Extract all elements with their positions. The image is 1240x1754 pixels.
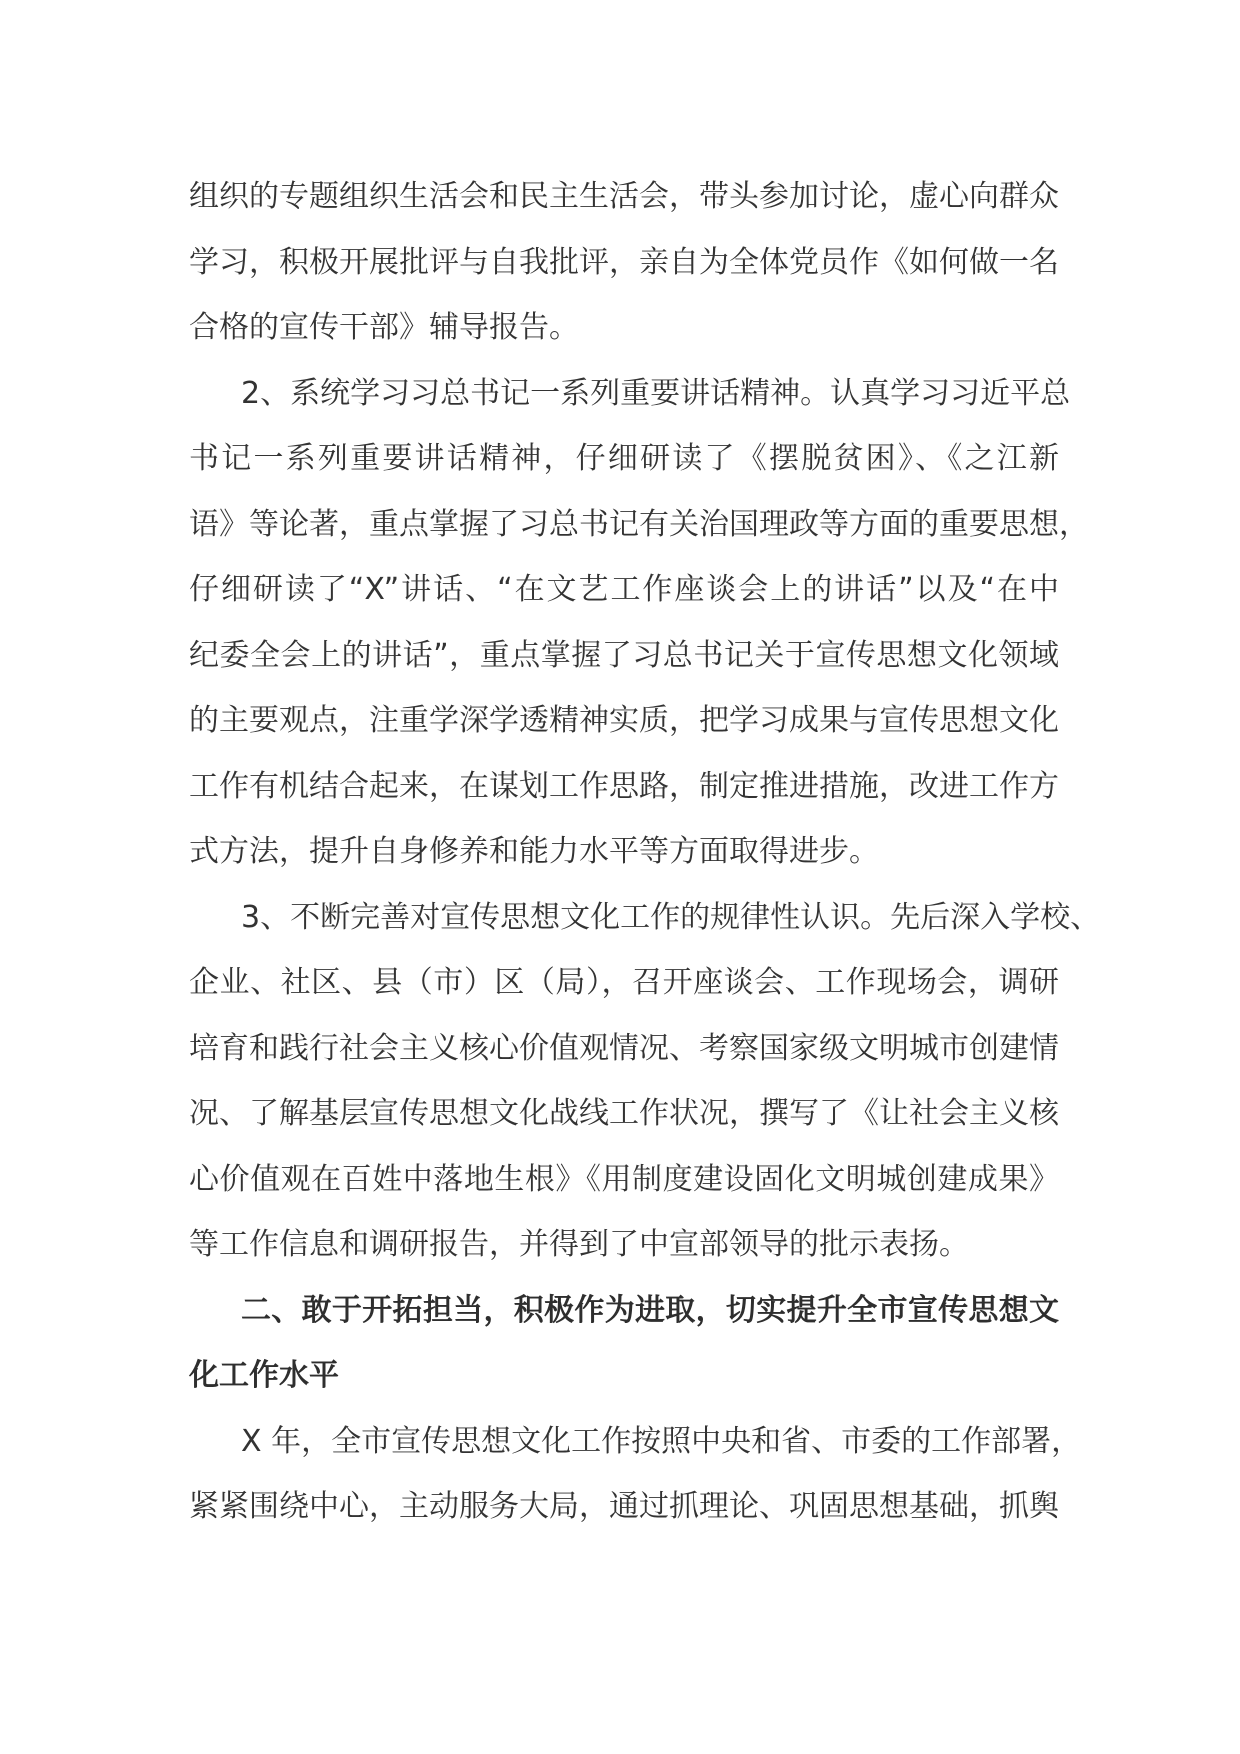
paragraph-line: 式方法，提升自身修养和能力水平等方面取得进步。 (189, 834, 879, 869)
paragraph-line: 等工作信息和调研报告，并得到了中宣部领导的批示表扬。 (189, 1227, 969, 1262)
section-heading (189, 1278, 1059, 1409)
heading-line: 二、敢于开拓担当，积极作为进取，切实提升全市宣传思想文 (241, 1292, 1059, 1328)
paragraph-x-year (189, 1409, 1082, 1540)
paragraph-line: 3、不断完善对宣传思想文化工作的规律性认识。先后深入学校、 (241, 899, 1101, 935)
paragraph-line: 纪委全会上的讲话”，重点掌握了习总书记关于宣传思想文化领域 (189, 637, 1059, 673)
paragraph-line: 组织的专题组织生活会和民主生活会，带头参加讨论，虚心向群众 (189, 179, 1059, 214)
paragraph-line: 况、了解基层宣传思想文化战线工作状况，撰写了《让社会主义核 (189, 1096, 1059, 1131)
paragraph-line: 书记一系列重要讲话精神，仔细研读了《摆脱贫困》、《之江新 (189, 441, 1059, 476)
document-body (189, 164, 1101, 1540)
paragraph-item-3 (189, 885, 1101, 1278)
paragraph-line: 紧紧围绕中心，主动服务大局，通过抓理论、巩固思想基础，抓舆 (189, 1489, 1059, 1524)
paragraph-line: 语》等论著，重点掌握了习总书记有关治国理政等方面的重要思想， (189, 506, 1089, 542)
paragraph-line: 合格的宣传干部》辅导报告。 (189, 310, 579, 345)
paragraph-line: 2、系统学习习总书记一系列重要讲话精神。认真学习习近平总 (241, 375, 1071, 411)
paragraph-line: 工作有机结合起来，在谋划工作思路，制定推进措施，改进工作方 (189, 768, 1059, 804)
paragraph-line: X 年，全市宣传思想文化工作按照中央和省、市委的工作部署， (241, 1423, 1082, 1459)
paragraph-line: 心价值观在百姓中落地生根》《用制度建设固化文明城创建成果》 (189, 1161, 1059, 1197)
paragraph-line: 培育和践行社会主义核心价值观情况、考察国家级文明城市创建情 (189, 1030, 1059, 1066)
paragraph-line: 学习，积极开展批评与自我批评，亲自为全体党员作《如何做一名 (189, 244, 1059, 280)
paragraph-line: 的主要观点，注重学深学透精神实质，把学习成果与宣传思想文化 (189, 703, 1059, 738)
paragraph-item-2 (189, 361, 1089, 885)
heading-line: 化工作水平 (189, 1358, 339, 1393)
paragraph-line: 企业、社区、县（市）区（局），召开座谈会、工作现场会，调研 (189, 965, 1059, 1000)
paragraph-continuation (189, 164, 1059, 361)
paragraph-line: 仔细研读了“X”讲话、“在文艺工作座谈会上的讲话”以及“在中 (189, 572, 1059, 607)
